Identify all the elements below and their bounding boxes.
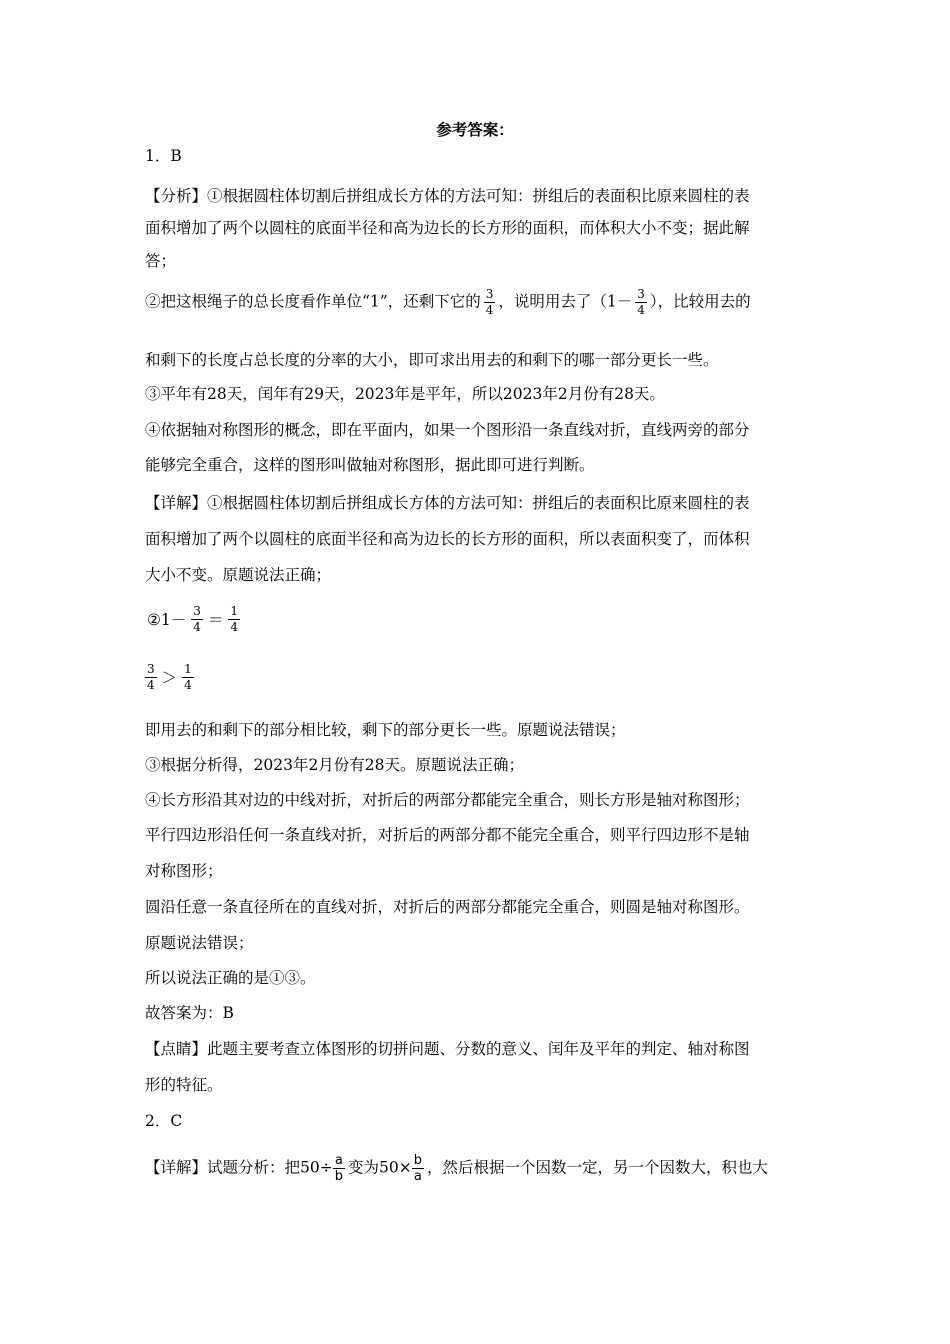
- analysis-line: 能够完全重合，这样的图形叫做轴对称图形，据此即可进行判断。: [145, 456, 595, 474]
- fraction: [145, 662, 157, 693]
- detail-line: 大小不变。原题说法正确；: [145, 566, 332, 584]
- detail-line: 圆沿任意一条直径所在的直线对折，对折后的两部分都能完全重合，则圆是轴对称图形。: [145, 898, 750, 916]
- fraction-denominator: 4: [184, 678, 192, 692]
- fraction-denominator: 4: [147, 678, 155, 692]
- analysis-line: 面积增加了两个以圆柱的底面半径和高为边长的长方形的面积，而体积大小不变；据此解: [145, 219, 750, 237]
- fraction-numerator: 1: [184, 662, 192, 676]
- detail-line: 面积增加了两个以圆柱的底面半径和高为边长的长方形的面积，所以表面积变了，而体积: [145, 530, 750, 548]
- analysis-line: ④依据轴对称图形的概念，即在平面内，如果一个图形沿一条直线对折，直线两旁的部分: [145, 421, 750, 439]
- comment-line: 形的特征。: [145, 1076, 223, 1094]
- comparison-line: [145, 662, 197, 693]
- question-number-1: 1．B: [145, 147, 182, 165]
- analysis-line-fraction: [145, 287, 751, 318]
- detail-line: 即用去的和剩下的部分相比较，剩下的部分更长一些。原题说法错误；: [145, 721, 626, 739]
- greater-than-sign: ＞: [161, 668, 178, 687]
- text-segment: 【详解】试题分析：把50÷: [145, 1158, 333, 1177]
- analysis-line: 答；: [145, 252, 177, 270]
- fraction: [412, 1153, 424, 1184]
- analysis-line: 【分析】①根据圆柱体切割后拼组成长方体的方法可知：拼组后的表面积比原来圆柱的表: [145, 187, 750, 205]
- fraction: [228, 604, 240, 635]
- text-segment: ），比较用去的: [649, 292, 751, 311]
- fraction-numerator: 3: [147, 662, 155, 676]
- page-title: 参考答案：: [436, 120, 514, 139]
- fraction: [484, 287, 496, 318]
- fraction-denominator: 4: [485, 303, 494, 317]
- equals-sign: ＝: [207, 610, 224, 629]
- fraction: [182, 662, 194, 693]
- text-segment: ，说明用去了（1－: [498, 292, 633, 311]
- fraction-numerator: 1: [230, 604, 239, 618]
- text-segment: ，然后根据一个因数一定，另一个因数大，积也大: [426, 1158, 768, 1177]
- fraction-denominator: 4: [230, 620, 239, 634]
- comment-line: 【点睛】此题主要考查立体图形的切拼问题、分数的意义、闰年及平年的判定、轴对称图: [145, 1040, 750, 1058]
- detail-line: 所以说法正确的是①③。: [145, 969, 316, 987]
- fraction-numerator: 3: [637, 287, 645, 301]
- detail-line: 平行四边形沿任何一条直线对折，对折后的两部分都不能完全重合，则平行四边形不是轴: [145, 826, 750, 844]
- detail-line: ③根据分析得，2023年2月份有28天。原题说法正确；: [145, 756, 525, 774]
- analysis-line: 和剩下的长度占总长度的分率的大小，即可求出用去的和剩下的哪一部分更长一些。: [145, 351, 719, 369]
- detail-line-fraction: [145, 1153, 768, 1184]
- equation-line: [145, 604, 243, 635]
- analysis-line: ③平年有28天，闰年有29天，2023年是平年，所以2023年2月份有28天。: [145, 385, 665, 403]
- fraction-denominator: 4: [193, 620, 201, 634]
- answer-line: 故答案为：B: [145, 1004, 234, 1022]
- fraction-numerator: a: [334, 1153, 343, 1168]
- detail-line: ④长方形沿其对边的中线对折，对折后的两部分都能完全重合，则长方形是轴对称图形；: [145, 791, 750, 809]
- fraction-denominator: a: [412, 1168, 424, 1184]
- fraction-numerator: 3: [193, 604, 201, 618]
- text-segment: ②把这根绳子的总长度看作单位“1”，还剩下它的: [145, 292, 481, 311]
- text-segment: ②1－: [147, 610, 187, 629]
- detail-line: 【详解】①根据圆柱体切割后拼组成长方体的方法可知：拼组后的表面积比原来圆柱的表: [145, 494, 750, 512]
- text-segment: 变为50×: [347, 1158, 412, 1177]
- fraction: [191, 604, 203, 635]
- fraction-denominator: 4: [637, 303, 645, 317]
- detail-line: 对称图形；: [145, 862, 223, 880]
- detail-line: 原题说法错误；: [145, 934, 254, 952]
- fraction: [635, 287, 647, 318]
- fraction: [333, 1153, 345, 1184]
- fraction-denominator: b: [334, 1169, 343, 1184]
- fraction-numerator: b: [413, 1153, 422, 1168]
- question-number-2: 2．C: [145, 1112, 183, 1130]
- fraction-numerator: 3: [485, 287, 494, 301]
